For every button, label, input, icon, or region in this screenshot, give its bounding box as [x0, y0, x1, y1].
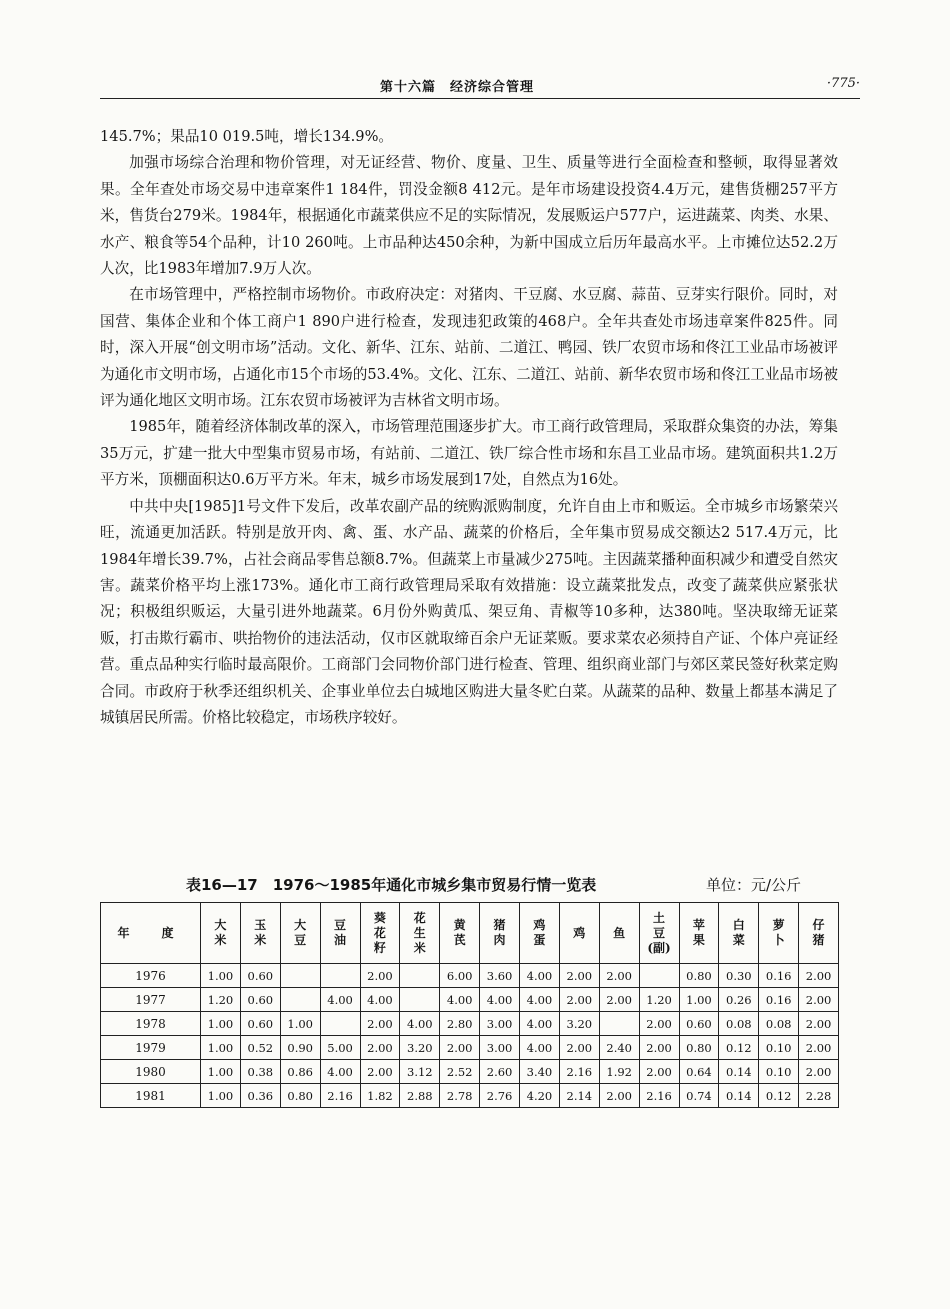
- column-header: 苹 果: [679, 903, 719, 964]
- column-header: 萝 卜: [759, 903, 799, 964]
- price-cell: 0.80: [679, 964, 719, 988]
- price-cell: 2.00: [559, 964, 599, 988]
- year-cell: 1981: [101, 1084, 201, 1108]
- column-header: 黄 芪: [440, 903, 480, 964]
- column-header: 玉 米: [240, 903, 280, 964]
- column-header: 大 米: [201, 903, 241, 964]
- price-cell: 1.00: [201, 1036, 241, 1060]
- price-cell: 1.92: [599, 1060, 639, 1084]
- price-cell: 4.00: [520, 1036, 560, 1060]
- table-row: [101, 964, 839, 988]
- price-cell: 0.26: [719, 988, 759, 1012]
- price-cell: 3.00: [480, 1012, 520, 1036]
- price-cell: [320, 1012, 360, 1036]
- price-cell: 0.64: [679, 1060, 719, 1084]
- price-cell: [400, 988, 440, 1012]
- price-cell: 0.80: [280, 1084, 320, 1108]
- price-cell: 4.00: [440, 988, 480, 1012]
- year-cell: 1978: [101, 1012, 201, 1036]
- page-header: [100, 76, 860, 100]
- price-cell: 5.00: [320, 1036, 360, 1060]
- paragraph: 145.7%；果品10 019.5吨，增长134.9%。: [100, 128, 394, 145]
- price-cell: 4.20: [520, 1084, 560, 1108]
- price-cell: 2.00: [639, 1012, 679, 1036]
- price-cell: 0.60: [679, 1012, 719, 1036]
- column-header: 鸡 蛋: [520, 903, 560, 964]
- paragraph: 1985年，随着经济体制改革的深入，市场管理范围逐步扩大。市工商行政管理局，采取群众集资的办法，筹集35万元，扩建一批大中型集市贸易市场，有站前、二道江、铁厂综合性市场和东昌工业品市场。建筑面积共1.2万平方米，顶棚面积达0.6万平方米。年末，城乡市场发展到17处，自然点为16处。: [100, 418, 838, 489]
- price-cell: [280, 964, 320, 988]
- price-cell: 0.74: [679, 1084, 719, 1108]
- price-cell: 2.00: [799, 1036, 839, 1060]
- price-cell: 2.16: [639, 1084, 679, 1108]
- table-header-row: [101, 903, 839, 964]
- price-cell: 0.14: [719, 1084, 759, 1108]
- price-cell: 4.00: [400, 1012, 440, 1036]
- column-header: 葵 花 籽: [360, 903, 400, 964]
- paragraph: 中共中央[1985]1号文件下发后，改革农副产品的统购派购制度，允许自由上市和贩运。全市城乡市场繁荣兴旺，流通更加活跃。特别是放开肉、禽、蛋、水产品、蔬菜的价格后，全年集市贸易成交额达2 517.4万元，比1984年增长39.7%，占社会商品零售总额8.7%。但蔬菜上市量减少275吨。主因蔬菜播种面积减少和遭受自然灾害。蔬菜价格平均上涨173%。通化市工商行政管理局采取有效措施：设立蔬菜批发点，改变了蔬菜供应紧张状况；积极组织贩运，大量引进外地蔬菜。6月份外购黄瓜、架豆角、青椒等10多种，达380吨。坚决取缔无证菜贩，打击欺行霸市、哄抬物价的违法活动，仅市区就取缔百余户无证菜贩。要求菜农必须持自产证、个体户亮证经营。重点品种实行临时最高限价。工商部门会同物价部门进行检查、管理、组织商业部门与郊区菜民签好秋菜定购合同。市政府于秋季还组织机关、企事业单位去白城地区购进大量冬贮白菜。从蔬菜的品种、数量上都基本满足了城镇居民所需。价格比较稳定，市场秩序较好。: [100, 497, 838, 726]
- year-cell: 1977: [101, 988, 201, 1012]
- price-cell: 3.00: [480, 1036, 520, 1060]
- paragraph: 在市场管理中，严格控制市场物价。市政府决定：对猪肉、干豆腐、水豆腐、蒜苗、豆芽实行限价。同时，对国营、集体企业和个体工商户1 890户进行检查，发现违犯政策的468户。全年共查处市场违章案件825件。同时，深入开展“创文明市场”活动。文化、新华、江东、站前、二道江、鸭园、铁厂农贸市场和佟江工业品市场被评为通化市文明市场，占通化市15个市场的53.4%。文化、江东、二道江、站前、新华农贸市场和佟江工业品市场被评为通化地区文明市场。江东农贸市场被评为吉林省文明市场。: [100, 286, 838, 410]
- price-cell: 0.10: [759, 1036, 799, 1060]
- price-cell: 6.00: [440, 964, 480, 988]
- price-cell: 2.00: [440, 1036, 480, 1060]
- table-unit: 单位：元/公斤: [706, 876, 802, 894]
- price-cell: 1.00: [679, 988, 719, 1012]
- price-cell: 3.40: [520, 1060, 560, 1084]
- header-rule: [100, 98, 860, 99]
- price-cell: 2.78: [440, 1084, 480, 1108]
- price-cell: 2.88: [400, 1084, 440, 1108]
- column-header: 大 豆: [280, 903, 320, 964]
- column-header: 花 生 米: [400, 903, 440, 964]
- price-cell: 2.76: [480, 1084, 520, 1108]
- price-cell: 0.12: [759, 1084, 799, 1108]
- price-cell: 0.08: [719, 1012, 759, 1036]
- page-number: ·775·: [826, 76, 860, 91]
- year-cell: 1976: [101, 964, 201, 988]
- column-header: 鱼: [599, 903, 639, 964]
- column-header: 豆 油: [320, 903, 360, 964]
- price-cell: 0.52: [240, 1036, 280, 1060]
- price-cell: 4.00: [520, 1012, 560, 1036]
- price-cell: 3.20: [400, 1036, 440, 1060]
- price-cell: 0.60: [240, 964, 280, 988]
- price-cell: 2.14: [559, 1084, 599, 1108]
- price-cell: [400, 964, 440, 988]
- price-cell: [320, 964, 360, 988]
- price-cell: 2.00: [599, 964, 639, 988]
- price-cell: 2.28: [799, 1084, 839, 1108]
- price-cell: 2.60: [480, 1060, 520, 1084]
- price-cell: 2.52: [440, 1060, 480, 1084]
- price-cell: 0.90: [280, 1036, 320, 1060]
- price-cell: 1.20: [201, 988, 241, 1012]
- price-cell: 0.60: [240, 1012, 280, 1036]
- table-row: [101, 1012, 839, 1036]
- price-cell: 2.00: [360, 1060, 400, 1084]
- price-cell: 0.16: [759, 988, 799, 1012]
- section-title: 第十六篇 经济综合管理: [380, 80, 535, 95]
- price-cell: 3.12: [400, 1060, 440, 1084]
- price-cell: 0.14: [719, 1060, 759, 1084]
- body-text: [100, 124, 838, 731]
- price-cell: 4.00: [320, 988, 360, 1012]
- price-cell: 2.16: [320, 1084, 360, 1108]
- price-cell: 0.12: [719, 1036, 759, 1060]
- column-header: 猪 肉: [480, 903, 520, 964]
- price-cell: 3.20: [559, 1012, 599, 1036]
- price-cell: 0.30: [719, 964, 759, 988]
- price-cell: 2.00: [599, 988, 639, 1012]
- price-cell: 3.60: [480, 964, 520, 988]
- price-cell: 2.00: [639, 1036, 679, 1060]
- price-cell: 0.60: [240, 988, 280, 1012]
- price-cell: 2.00: [799, 1060, 839, 1084]
- price-cell: 1.00: [201, 964, 241, 988]
- price-cell: 2.00: [599, 1084, 639, 1108]
- price-cell: 2.00: [799, 1012, 839, 1036]
- price-cell: 1.00: [201, 1060, 241, 1084]
- year-cell: 1980: [101, 1060, 201, 1084]
- price-cell: 1.00: [280, 1012, 320, 1036]
- table-title: 表16—17 1976～1985年通化市城乡集市贸易行情一览表: [186, 876, 597, 894]
- price-cell: 0.80: [679, 1036, 719, 1060]
- price-cell: 2.80: [440, 1012, 480, 1036]
- price-cell: 0.10: [759, 1060, 799, 1084]
- price-cell: 1.00: [201, 1012, 241, 1036]
- price-cell: 4.00: [480, 988, 520, 1012]
- price-cell: 4.00: [360, 988, 400, 1012]
- price-cell: 0.86: [280, 1060, 320, 1084]
- price-table: [100, 902, 839, 1108]
- paragraph: 加强市场综合治理和物价管理，对无证经营、物价、度量、卫生、质量等进行全面检查和整顿，取得显著效果。全年查处市场交易中违章案件1 184件，罚没金额8 412元。是年市场建设投资4.4万元，建售货棚257平方米，售货台279米。1984年，根据通化市蔬菜供应不足的实际情况，发展贩运户577户，运进蔬菜、肉类、水果、水产、粮食等54个品种，计10 260吨。上市品种达450余种，为新中国成立后历年最高水平。上市摊位达52.2万人次，比1983年增加7.9万人次。: [100, 154, 838, 278]
- column-header: 仔 猪: [799, 903, 839, 964]
- price-cell: 2.16: [559, 1060, 599, 1084]
- price-cell: 4.00: [520, 988, 560, 1012]
- price-cell: 2.00: [639, 1060, 679, 1084]
- table-row: [101, 1036, 839, 1060]
- column-header: 鸡: [559, 903, 599, 964]
- column-header: 白 菜: [719, 903, 759, 964]
- price-cell: 0.16: [759, 964, 799, 988]
- column-header: 土 豆 (副): [639, 903, 679, 964]
- table-row: [101, 1060, 839, 1084]
- table-row: [101, 1084, 839, 1108]
- table-row: [101, 988, 839, 1012]
- price-cell: 4.00: [320, 1060, 360, 1084]
- price-cell: 2.00: [360, 1036, 400, 1060]
- price-cell: 4.00: [520, 964, 560, 988]
- price-cell: [639, 964, 679, 988]
- price-cell: 1.00: [201, 1084, 241, 1108]
- price-cell: 2.00: [559, 1036, 599, 1060]
- price-cell: 2.40: [599, 1036, 639, 1060]
- price-cell: 0.08: [759, 1012, 799, 1036]
- price-cell: 1.20: [639, 988, 679, 1012]
- price-cell: 2.00: [360, 964, 400, 988]
- price-cell: 0.38: [240, 1060, 280, 1084]
- price-cell: [599, 1012, 639, 1036]
- year-column-header: 年 度: [101, 903, 201, 964]
- price-cell: 2.00: [799, 988, 839, 1012]
- price-cell: 2.00: [559, 988, 599, 1012]
- table-caption: [186, 874, 846, 902]
- price-cell: 2.00: [360, 1012, 400, 1036]
- price-cell: 2.00: [799, 964, 839, 988]
- price-cell: [280, 988, 320, 1012]
- price-cell: 1.82: [360, 1084, 400, 1108]
- year-cell: 1979: [101, 1036, 201, 1060]
- price-cell: 0.36: [240, 1084, 280, 1108]
